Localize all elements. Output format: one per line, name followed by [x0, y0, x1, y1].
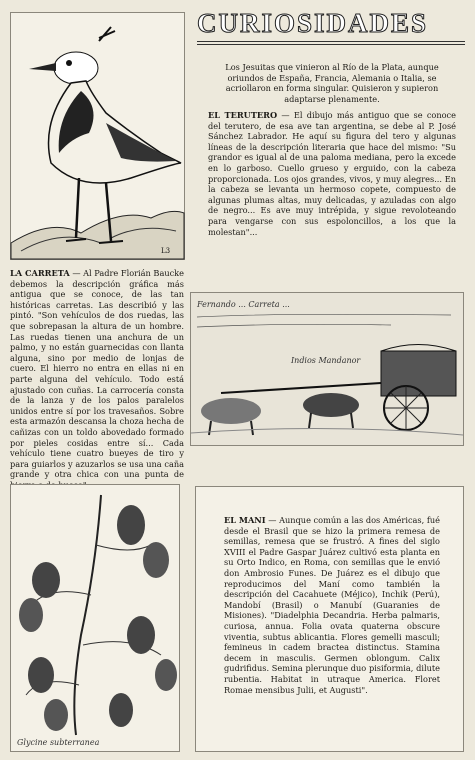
plant-caption: Glycine subterranea: [17, 738, 100, 747]
manuscript-line-1: Fernando ... Carreta ...: [197, 300, 290, 309]
title-rule: [197, 41, 465, 42]
carreta-heading: LA CARRETA: [10, 268, 70, 278]
carreta-drawing: [191, 293, 463, 445]
terutero-heading: EL TERUTERO: [208, 110, 278, 120]
manuscript-line-2: Indios Mandanor: [291, 356, 361, 365]
mani-text-frame: [195, 486, 464, 752]
title-rule-2: [197, 44, 465, 45]
terutero-body: — El dibujo más antiguo que se conoce del terutero, de esa ave tan argentina, se debe al P. José Sánchez Labrador. He aquí su figura del tero y algunas líneas de la descripción literaria que hace del mismo: "Su grandor es igual al de una paloma mediana, pero la excede en lo garboso. Cuello grueso y erguido, con la cabeza proporcionada. Los ojos grandes, vivos, y muy alegres... En la cabeza se levanta un hermoso copete, compuesto de algunas plumas altas, muy delicadas, y azuladas con algo de negro... Es ave muy intrépida, y sigue revoloteando para vengarse con sus espoloncillos, a los que la molestan"...: [208, 110, 456, 237]
mani-illustration: [10, 484, 180, 752]
intro-text: Los Jesuitas que vinieron al Río de la Plata, aunque oriundos de España, Francia, Alemania o Italia, se acriollaron en forma singular. Quisieron y supieron adaptarse plenamente.: [225, 62, 439, 104]
mani-heading: EL MANI: [224, 515, 266, 525]
svg-text:L3: L3: [161, 247, 171, 255]
terutero-text: [208, 110, 456, 237]
page-title: CURIOSIDADES: [197, 8, 429, 38]
carreta-body: — Al Padre Florián Baucke debemos la descripción gráfica más antigua que se conoce, de las tan históricas carretas. Las describió y las pintó. "Son vehículos de dos ruedas, las que sobrepasan la altura de un hombre. Las ruedas tienen una anchura de un palmo, y no están guarnecidas con llanta alguna, sino por medio de lonjas de cuero. El hierro no entra en ellas ni en parte alguna del vehículo. Todo está ajustado con cuñas. La carrocería consta de la lanza y de los palos paralelos unidos entre sí por los travesaños. Sobre esta armazón descansa la choza hecha de cañizas con un toldo abovedado formado por pieles cosidas entre sí... Cada vehículo tiene cuatro bueyes de tiro y para guiarlos y azuzarlos se usa una caña grande y otra chica con una punta de: [10, 268, 184, 480]
carreta-illustration: [190, 292, 464, 446]
carreta-text: [10, 268, 184, 480]
terutero-bird-drawing: [11, 13, 184, 259]
mani-body: — Aunque común a las dos Américas, fué desde el Brasil que se hizo la primera remesa de semillas, remesa que se frustró. A fines del siglo XVIII el Padre Gaspar Juárez cultivó esta planta en su Orto Indico, en Roma, con semillas que le envió don Ambrosio Funes. De Juárez es el dibujo que reproducimos del Maní como también la descripción del Cacahuete (Méjico), Inchik (Perú), Mandobí (Brasil) o Manubí (Guaranies de Misiones). "Diadelphia Decandria. Herba palmaris, curiosa, annua. Folia ovata quaterna obscure viventia, subtus ablicantia. Flores gemelli masculi; femineus in cadem bractea distinctus. Stamina decem in masculis. Germen oblongum. Calix gudrifidus. Semina plerunque duo pisiformia, dilute rubentia. Habitat in utraque America. Floret Romae mensibus Julii, et Augusti".: [224, 515, 440, 695]
terutero-illustration: [10, 12, 185, 260]
mani-text: [224, 515, 440, 695]
mani-plant-drawing: [11, 485, 179, 751]
